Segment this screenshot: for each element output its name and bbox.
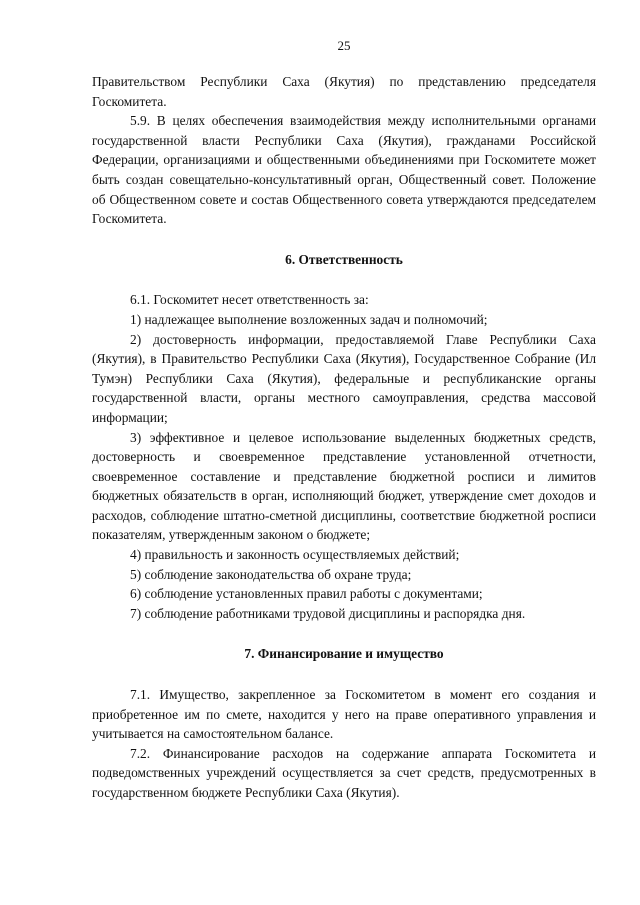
section-7-heading: 7. Финансирование и имущество [244, 646, 444, 662]
page-number: 25 [337, 38, 351, 53]
list-item-6-1-7: 7) соблюдение работниками трудовой дисциплины и распорядка дня. [130, 605, 526, 621]
list-item-6-1-4: 4) правильность и законность осуществляемых действий; [130, 547, 460, 563]
list-item-6-1-5: 5) соблюдение законодательства об охране труда; [130, 566, 412, 582]
document-page [92, 0, 596, 905]
paragraph-6-1: 6.1. Госкомитет несет ответственность за: [130, 292, 369, 308]
paragraph-7-2: 7.2. Финансирование расходов на содержание аппарата Госкомитета и подведомственных учреждений осуществляется за счет средств, предусмотренных в государственном бюджете Республики Саха (Якутия). [92, 745, 596, 800]
list-item-6-1-2: 2) достоверность информации, предоставляемой Главе Республики Саха (Якутия), в Правительство Республики Саха (Якутия), Государственное Собрание (Ил Тумэн) Республики Саха (Якутия), федеральные и республиканские органы государственной власти, органы местного самоуправления, средства массовой информации; [92, 331, 596, 425]
list-item-6-1-3: 3) эффективное и целевое использование выделенных бюджетных средств, достоверность и своевременное представление установленной отчетности, своевременное составление и представление бюджетной росписи и лимитов бюджетных обязательств в орган, исполняющий бюджет, утверждение смет доходов и расходов, соблюдение штатно-сметной дисциплины, соответствие бюджетной росписи показателям, утвержденным законом о бюджете; [92, 429, 596, 543]
section-6-heading: 6. Ответственность [285, 251, 403, 267]
paragraph-continuation: Правительством Республики Саха (Якутия) по представлению председателя Госкомитета. [92, 74, 596, 109]
paragraph-5-9: 5.9. В целях обеспечения взаимодействия между исполнительными органами государственной власти Республики Саха (Якутия), гражданами Российской Федерации, организациями и общественными объединениями при Госкомитете может быть создан совещательно-консультативный орган, Общественный совет. Положение об Общественном совете и состав Общественного совета утверждаются председателем Госкомитета. [92, 113, 596, 227]
list-item-6-1-6: 6) соблюдение установленных правил работы с документами; [130, 586, 483, 602]
list-item-6-1-1: 1) надлежащее выполнение возложенных задач и полномочий; [130, 311, 488, 327]
page-content [92, 72, 596, 803]
paragraph-7-1: 7.1. Имущество, закрепленное за Госкомитетом в момент его создания и приобретенное им по смете, находится у него на праве оперативного управления и учитывается на самостоятельном балансе. [92, 687, 596, 742]
